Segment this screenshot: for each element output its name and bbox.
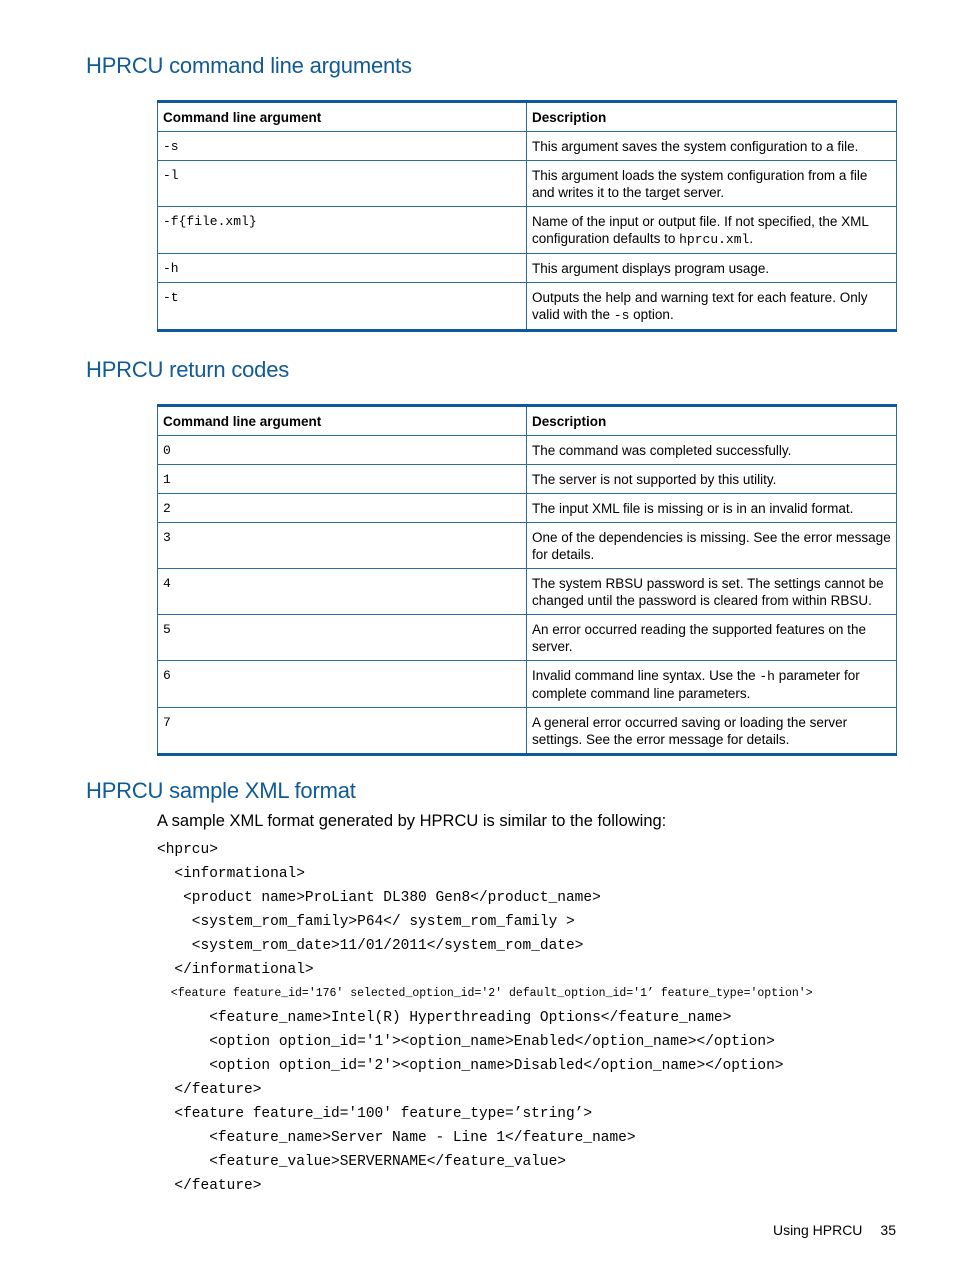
cell-argument: 7	[158, 708, 527, 755]
description-text: Outputs the help and warning text for each feature. Only valid with the	[532, 290, 868, 322]
cell-argument: 6	[158, 661, 527, 708]
description-text: option.	[629, 307, 674, 322]
description-text: A general error occurred saving or loading the server settings. See the error message for details.	[532, 715, 848, 747]
code-line: <feature feature_id='176' selected_option_id='2' default_option_id='1’ feature_type='option'>	[157, 987, 813, 1000]
code-line: <system_rom_family>P64</ system_rom_family >	[157, 914, 575, 930]
cell-argument: 1	[158, 465, 527, 494]
section-title-xml-format: HPRCU sample XML format	[86, 778, 356, 803]
cell-argument: 5	[158, 615, 527, 661]
table-row	[158, 615, 897, 661]
cell-description	[527, 132, 897, 161]
cell-argument: -t	[158, 283, 527, 331]
cell-argument: 0	[158, 436, 527, 465]
return-codes-table	[157, 404, 897, 756]
code-line: <product name>ProLiant DL380 Gen8</product_name>	[157, 890, 601, 906]
page-footer	[755, 1222, 896, 1238]
cell-argument: -h	[158, 254, 527, 283]
cell-description	[527, 283, 897, 331]
table-row	[158, 132, 897, 161]
section-title-return-codes: HPRCU return codes	[86, 357, 290, 382]
code-line: </feature>	[157, 1178, 262, 1194]
code-line: <informational>	[157, 866, 305, 882]
table-row	[158, 283, 897, 331]
cell-description	[527, 254, 897, 283]
table-row	[158, 708, 897, 755]
description-text: An error occurred reading the supported features on the server.	[532, 622, 866, 654]
table-row	[158, 569, 897, 615]
inline-code: -h	[759, 669, 775, 684]
code-line: <feature feature_id='100' feature_type=’string’>	[157, 1106, 593, 1122]
description-text: .	[749, 231, 754, 246]
xml-intro-text: A sample XML format generated by HPRCU is similar to the following:	[157, 812, 667, 830]
code-line: <feature_value>SERVERNAME</feature_value>	[157, 1154, 566, 1170]
section-title-arguments: HPRCU command line arguments	[86, 53, 412, 78]
description-text: This argument loads the system configuration from a file and writes it to the target server.	[532, 168, 868, 200]
code-line: <option option_id='2'><option_name>Disabled</option_name></option>	[157, 1058, 784, 1074]
inline-code: hprcu.xml	[679, 232, 750, 247]
arguments-table	[157, 100, 897, 332]
code-line: </feature>	[157, 1082, 262, 1098]
table-row	[158, 494, 897, 523]
description-text: parameter for complete command line parameters.	[532, 668, 860, 701]
description-text: Name of the input or output file. If not specified, the XML configuration defaults to	[532, 214, 869, 246]
table-row	[158, 465, 897, 494]
description-text: The server is not supported by this utility.	[532, 472, 777, 487]
cell-description	[527, 436, 897, 465]
cell-description	[527, 494, 897, 523]
description-text: The system RBSU password is set. The settings cannot be changed until the password is cleared from within RBSU.	[532, 576, 884, 608]
code-line: </informational>	[157, 962, 314, 978]
code-line: <hprcu>	[157, 842, 218, 858]
code-line: <system_rom_date>11/01/2011</system_rom_date>	[157, 938, 584, 954]
inline-code: -s	[613, 308, 630, 323]
code-line: <feature_name>Intel(R) Hyperthreading Options</feature_name>	[157, 1010, 732, 1026]
table-row	[158, 661, 897, 708]
cell-description	[527, 661, 897, 708]
table-row	[158, 523, 897, 569]
cell-description	[527, 569, 897, 615]
cell-argument: -s	[158, 132, 527, 161]
description-text: This argument saves the system configuration to a file.	[532, 139, 859, 154]
table-row	[158, 207, 897, 254]
cell-description	[527, 465, 897, 494]
description-text: The command was completed successfully.	[532, 443, 792, 458]
code-line: <feature_name>Server Name - Line 1</feature_name>	[157, 1130, 636, 1146]
cell-description	[527, 161, 897, 207]
column-header: Description	[527, 102, 897, 132]
cell-description	[527, 523, 897, 569]
column-header: Command line argument	[158, 406, 527, 436]
cell-argument: -f{file.xml}	[158, 207, 527, 254]
table-row	[158, 254, 897, 283]
cell-description	[527, 207, 897, 254]
cell-argument: -l	[158, 161, 527, 207]
code-line: <option option_id='1'><option_name>Enabled</option_name></option>	[157, 1034, 775, 1050]
description-text: Invalid command line syntax. Use the	[532, 668, 760, 683]
description-text: This argument displays program usage.	[532, 261, 770, 276]
cell-description	[527, 708, 897, 755]
description-text: The input XML file is missing or is in an invalid format.	[532, 501, 854, 516]
table-header-row	[158, 406, 897, 436]
cell-argument: 3	[158, 523, 527, 569]
footer-section-name: Using HPRCU	[772, 1222, 863, 1238]
table-row	[158, 161, 897, 207]
table-header-row	[158, 102, 897, 132]
cell-argument: 2	[158, 494, 527, 523]
cell-argument: 4	[158, 569, 527, 615]
table-row	[158, 436, 897, 465]
column-header: Command line argument	[158, 102, 527, 132]
column-header: Description	[527, 406, 897, 436]
xml-code-block	[157, 838, 813, 1198]
description-text: One of the dependencies is missing. See the error message for details.	[532, 530, 891, 562]
cell-description	[527, 615, 897, 661]
page-number: 35	[880, 1222, 896, 1238]
